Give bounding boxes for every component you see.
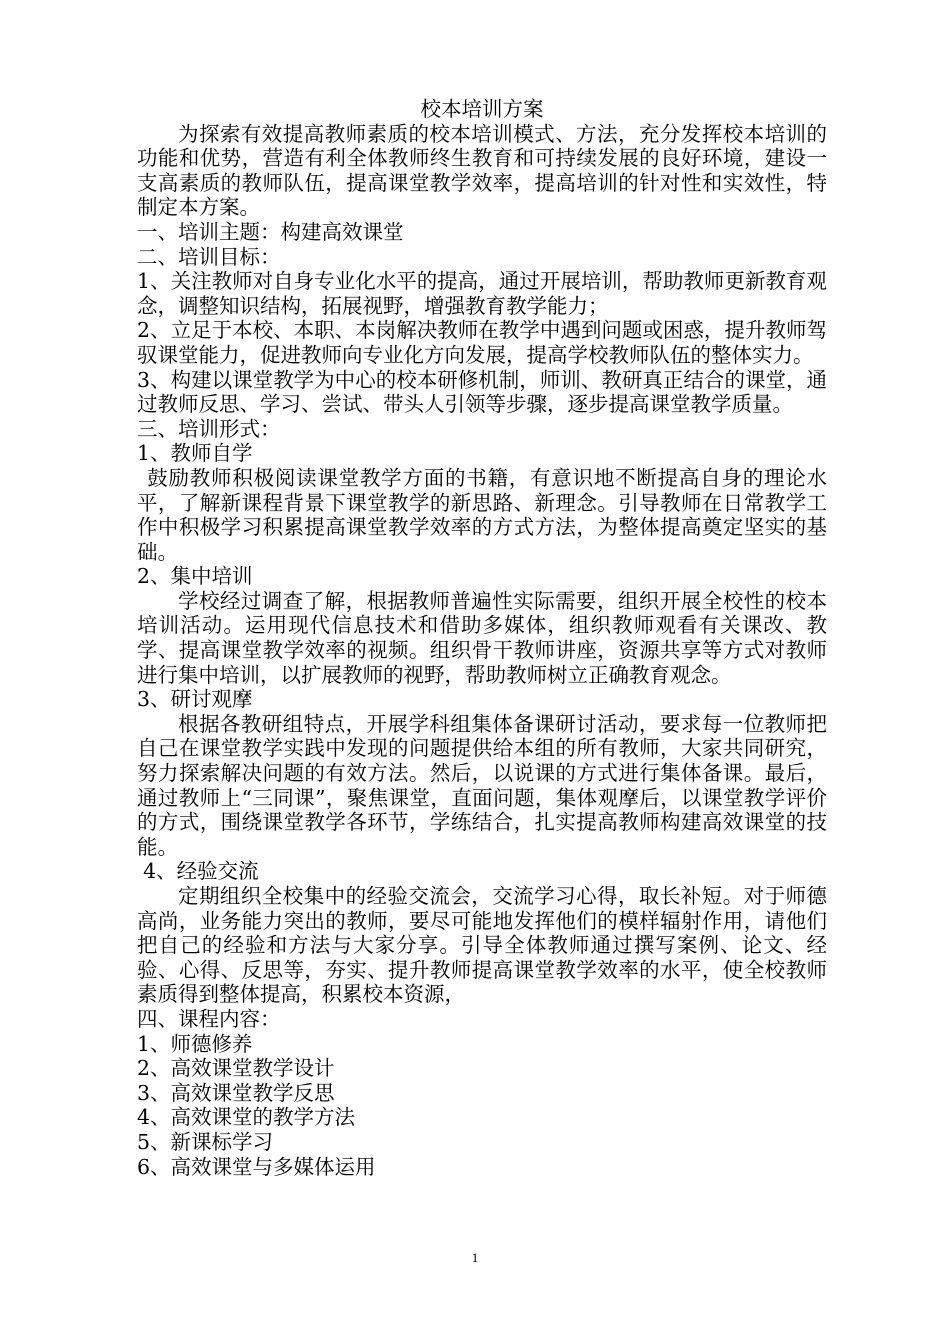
course-item: 3、高效课堂教学反思 [137,1080,335,1105]
document-title: 校本培训方案 [420,97,544,121]
form-body: 定期组织全校集中的经验交流会，交流学习心得，取长补短。对于师德高尚，业务能力突出的教师，要尽可能地发挥他们的模样辐射作用，请他们把自己的经验和方法与大家分享。引导全体教师通过撰写案例、论文、经验、心得、反思等，夯实、提升教师提高课堂教学效率的水平，使全校教师素质得到整体提高，积累校本资源， [137,884,827,1007]
form-heading: 4、经验交流 [143,859,259,884]
form-heading: 3、研讨观摩 [137,687,253,712]
form-heading: 2、集中培训 [137,564,253,589]
form-body: 学校经过调查了解，根据教师普遍性实际需要，组织开展全校性的校本培训活动。运用现代信息技术和借助多媒体，组织教师观看有关课改、教学、提高课堂教学效率的视频。组织骨干教师讲座，资源共享等方式对教师进行集中培训，以扩展教师的视野，帮助教师树立正确教育观念。 [137,588,827,687]
course-item: 4、高效课堂的教学方法 [137,1105,356,1130]
form-heading: 1、教师自学 [137,441,253,466]
goal-item: 1、关注教师对自身专业化水平的提高，通过开展培训，帮助教师更新教育观念，调整知识结构，拓展视野，增强教育教学能力； [137,269,827,318]
course-item: 1、师德修养 [137,1031,253,1056]
course-item: 5、新课标学习 [137,1129,274,1154]
goal-item: 3、构建以课堂教学为中心的校本研修机制，师训、教研真正结合的课堂，通过教师反思、学习、尝试、带头人引领等步骤，逐步提高课堂教学质量。 [137,367,827,417]
intro-paragraph: 为探索有效提高教师素质的校本培训模式、方法，充分发挥校本培训的功能和优势，营造有利全体教师终生教育和可持续发展的良好环境，建设一支高素质的教师队伍，提高课堂教学效率，提高培训的针对性和实效性，特制定本方案。 [137,121,827,220]
form-body: 鼓励教师积极阅读课堂教学方面的书籍，有意识地不断提高自身的理论水平，了解新课程背景下课堂教学的新思路、新理念。引导教师在日常教学工作中积极学习积累提高课堂教学效率的方式方法，为整体提高奠定坚实的基础。 [137,465,827,564]
section-heading-theme: 一、培训主题：构建高效课堂 [137,219,404,244]
document-body [137,97,827,1179]
course-item: 2、高效课堂教学设计 [137,1056,335,1081]
form-body: 根据各教研组特点，开展学科组集体备课研讨活动，要求每一位教师把自己在课堂教学实践中发现的问题提供给本组的所有教师，大家共同研究，努力探索解决问题的有效方法。然后，以说课的方式进行集体备课。最后，通过教师上“三同课”，聚焦课堂，直面问题，集体观摩后，以课堂教学评价的方式，围绕课堂教学各环节，学练结合，扎实提高教师构建高效课堂的技能。 [137,711,827,859]
section-heading-goals: 二、培训目标： [137,244,281,269]
page-number: 1 [471,1250,479,1265]
section-heading-courses: 四、课程内容： [137,1006,281,1031]
section-heading-forms: 三、培训形式： [137,416,281,441]
goal-item: 2、立足于本校、本职、本岗解决教师在教学中遇到问题或困惑，提升教师驾驭课堂能力，促进教师向专业化方向发展，提高学校教师队伍的整体实力。 [137,318,827,367]
course-item: 6、高效课堂与多媒体运用 [137,1154,376,1179]
